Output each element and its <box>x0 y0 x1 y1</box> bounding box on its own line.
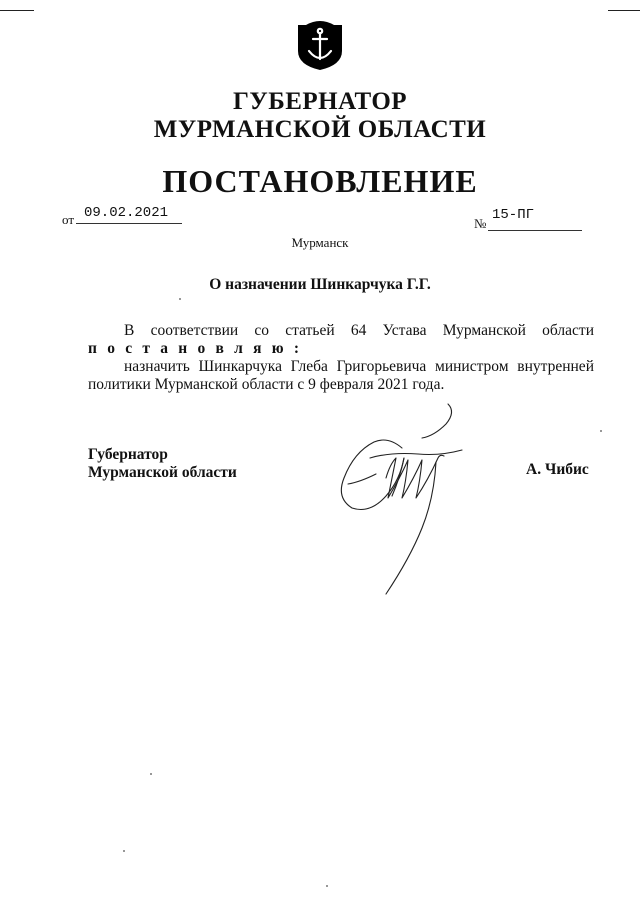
scan-speck <box>326 885 328 887</box>
handwritten-signature <box>330 398 480 598</box>
city-name: Мурманск <box>291 235 349 250</box>
body-intro: В соответствии со статьей 64 Устава Мурманской области <box>124 322 594 339</box>
issuer-title-line2: МУРМАНСКОЙ ОБЛАСТИ <box>153 116 487 143</box>
document-subject: О назначении Шинкарчука Г.Г. <box>209 276 431 293</box>
scan-artifact-left <box>0 10 34 11</box>
document-type-title: ПОСТАНОВЛЕНИЕ <box>162 163 478 199</box>
scan-speck <box>123 850 125 852</box>
body-line2: политики Мурманской области с 9 февраля 2021 года. <box>88 376 445 393</box>
date-prefix: от <box>62 212 75 227</box>
coat-of-arms-emblem <box>296 15 344 71</box>
date-underline <box>76 223 182 224</box>
issuer-title-line1: ГУБЕРНАТОР <box>232 88 408 115</box>
scan-speck <box>150 773 152 775</box>
signatory-name: А. Чибис <box>526 461 589 478</box>
document-date: 09.02.2021 <box>84 205 169 221</box>
document-number: 15-ПГ <box>492 207 535 223</box>
scan-speck <box>600 430 602 432</box>
signatory-position-line2: Мурманской области <box>88 464 237 481</box>
number-prefix: № <box>474 216 487 231</box>
body-resolve: п о с т а н о в л я ю : <box>88 340 303 357</box>
scan-artifact-right <box>608 10 640 11</box>
scan-speck <box>179 298 181 300</box>
body-line1: назначить Шинкарчука Глеба Григорьевича министром внутренней <box>124 358 594 375</box>
signatory-position-line1: Губернатор <box>88 446 168 463</box>
number-underline <box>488 230 582 231</box>
